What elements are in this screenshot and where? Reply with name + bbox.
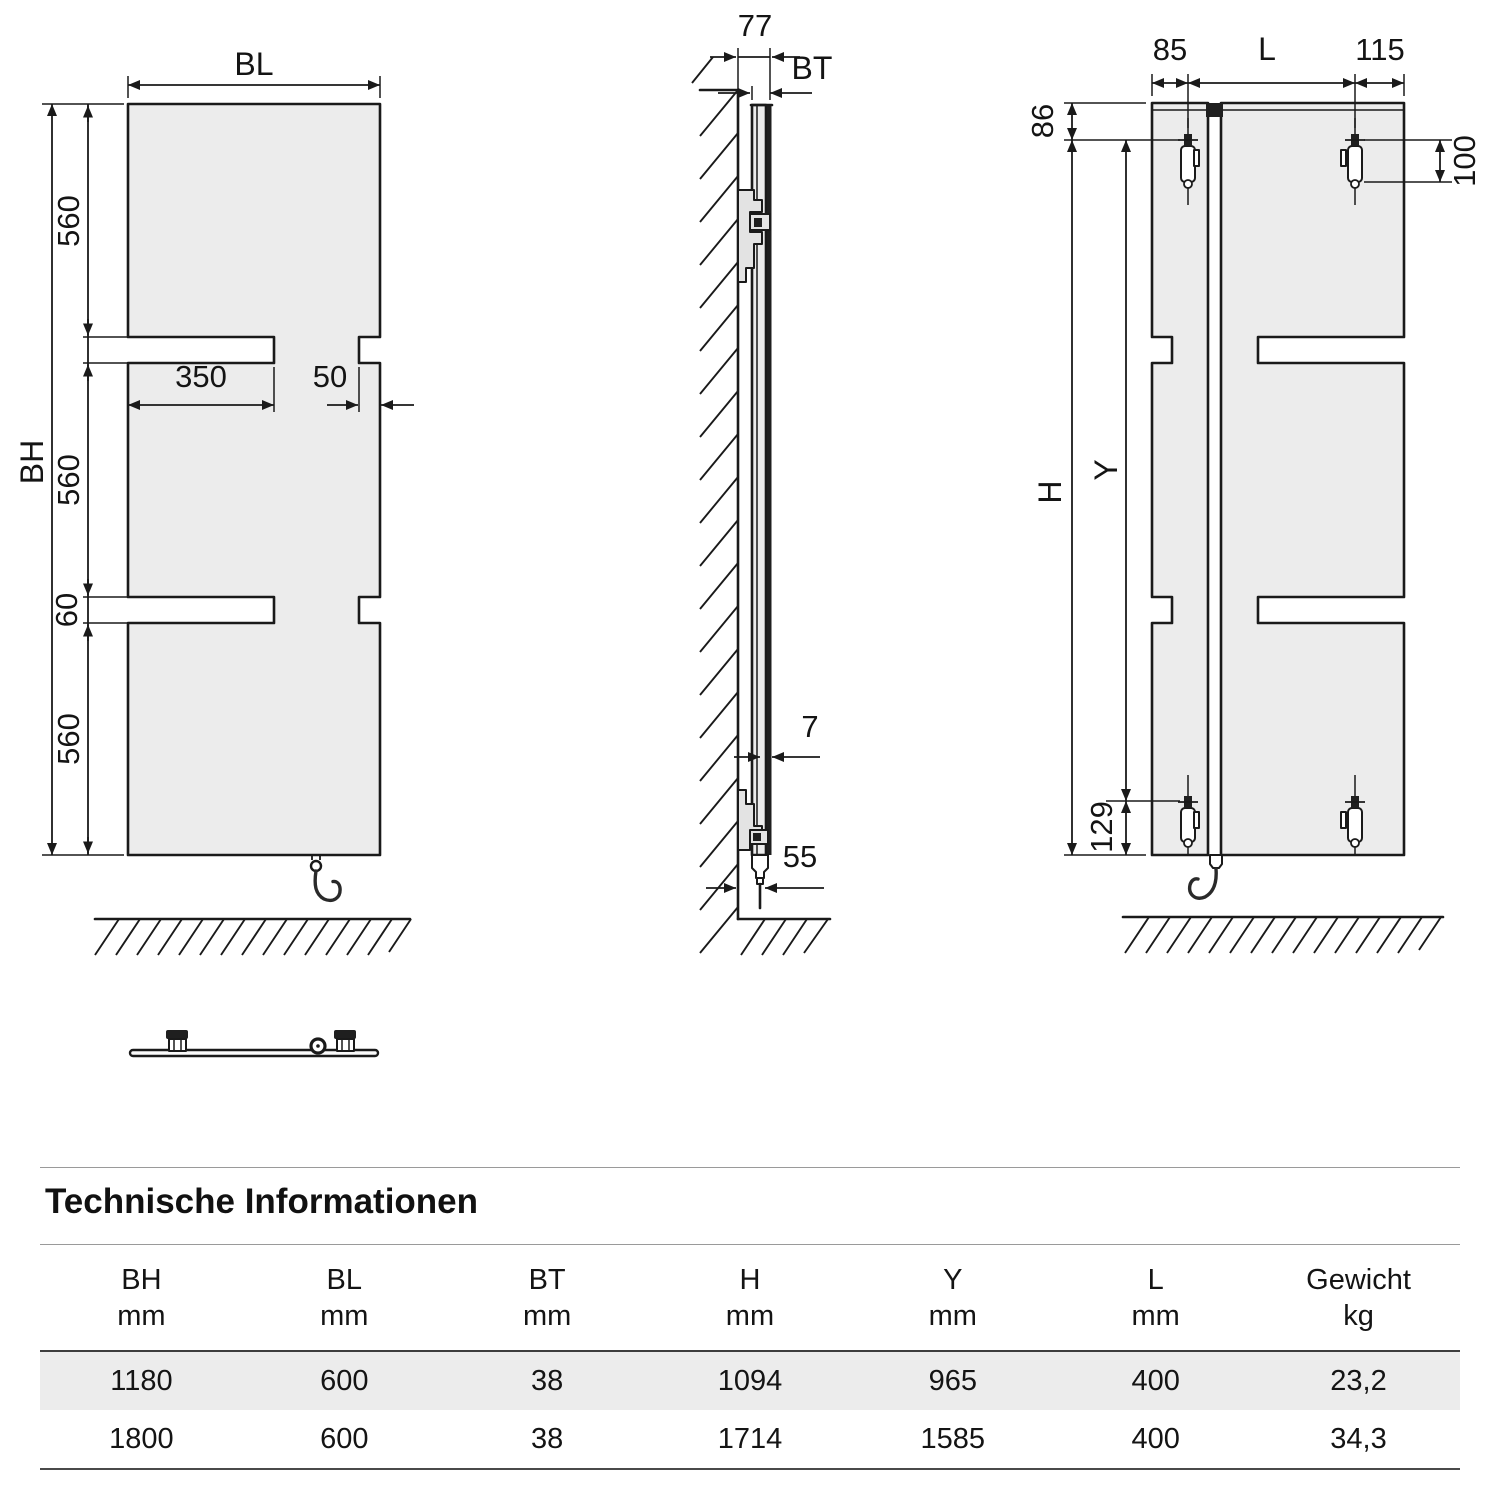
rear-view [1025,31,1482,953]
wall-bracket-plan [166,1030,188,1051]
dim-label-clearance: 55 [782,839,818,874]
dim-label-bl: BL [234,46,274,83]
power-cable-hook [311,855,340,900]
floor-front [95,919,411,955]
cell-h: 1094 [717,1364,783,1397]
dim-label-bh: BH [14,439,51,485]
dim-label-edge-to-bracket: 85 [1152,32,1188,67]
col-header-bt: BT mm [522,1263,572,1332]
cell-bt: 38 [530,1364,564,1397]
col-header-bl: BL mm [320,1263,369,1332]
cable-hook-curve [1190,869,1217,898]
floor-hatch-side [741,919,828,955]
table-row [40,1351,1460,1410]
cable-gland-plan [311,1039,325,1053]
radiator-panel-rear-left [1152,103,1208,855]
element-channel-cap [1206,103,1223,117]
dim-label-seg-bot: 560 [50,713,86,765]
dim-label-bottom-to-bracket: 129 [1083,801,1119,853]
front-view [14,46,414,955]
dim-label-seg-top: 560 [50,195,86,247]
cell-l: 400 [1131,1364,1180,1397]
cell-bh: 1180 [110,1364,173,1397]
side-view [692,8,832,955]
cell-l: 400 [1131,1422,1180,1455]
radiator-panel-front [128,104,380,855]
table-title: Technische Informationen [45,1182,479,1221]
col-header-gewicht: Gewicht kg [1306,1263,1411,1332]
table-top-rule [40,1167,1460,1168]
dim-label-bracket-spacing: L [1258,31,1276,67]
col-header-bh: BH mm [117,1263,166,1332]
dim-label-slot-height: 60 [48,592,84,628]
floor-hatch [95,919,411,955]
cell-y: 1585 [920,1422,986,1455]
wall-bracket-plan [334,1030,356,1051]
technical-info-table [40,1244,1460,1470]
dim-label-bt: BT [791,50,833,86]
table-row [40,1410,1460,1469]
cell-h: 1714 [717,1422,783,1455]
cell-bt: 38 [530,1422,564,1455]
dim-label-slot-length: 350 [175,359,227,394]
dim-label-gap: 7 [801,709,819,744]
cell-bh: 1800 [109,1422,174,1455]
radiator-panel-rear-right [1221,103,1404,855]
cable-hook-curve [315,871,340,900]
dim-label-top-to-bracket: 86 [1024,103,1060,139]
dim-label-bracket-to-edge: 115 [1355,32,1405,67]
dim-label-depth: 77 [737,8,773,43]
dim-label-h: H [1032,480,1069,504]
col-header-h: H mm [725,1263,775,1332]
dim-label-seg-mid: 560 [50,454,86,506]
table-header-row [40,1245,1460,1352]
cell-y: 965 [928,1364,977,1397]
dim-label-bracket-slot: 100 [1446,135,1482,187]
wall-hatch [692,57,738,953]
power-cable-hook-rear [1190,855,1222,898]
cell-gewicht: 34,3 [1330,1422,1387,1455]
cell-bl: 600 [320,1364,369,1397]
dim-label-y: Y [1088,459,1125,481]
bottom-plan-view [130,1030,378,1056]
dim-label-notch: 50 [312,359,348,394]
cell-gewicht: 23,2 [1330,1364,1387,1397]
electric-connector-side [752,855,768,908]
floor-hatch [1125,917,1441,953]
slot-extension-lines [83,337,128,623]
floor-rear [1123,917,1443,953]
col-header-y: Y mm [928,1263,977,1332]
col-header-l: L mm [1131,1263,1180,1332]
cell-bl: 600 [320,1422,369,1455]
